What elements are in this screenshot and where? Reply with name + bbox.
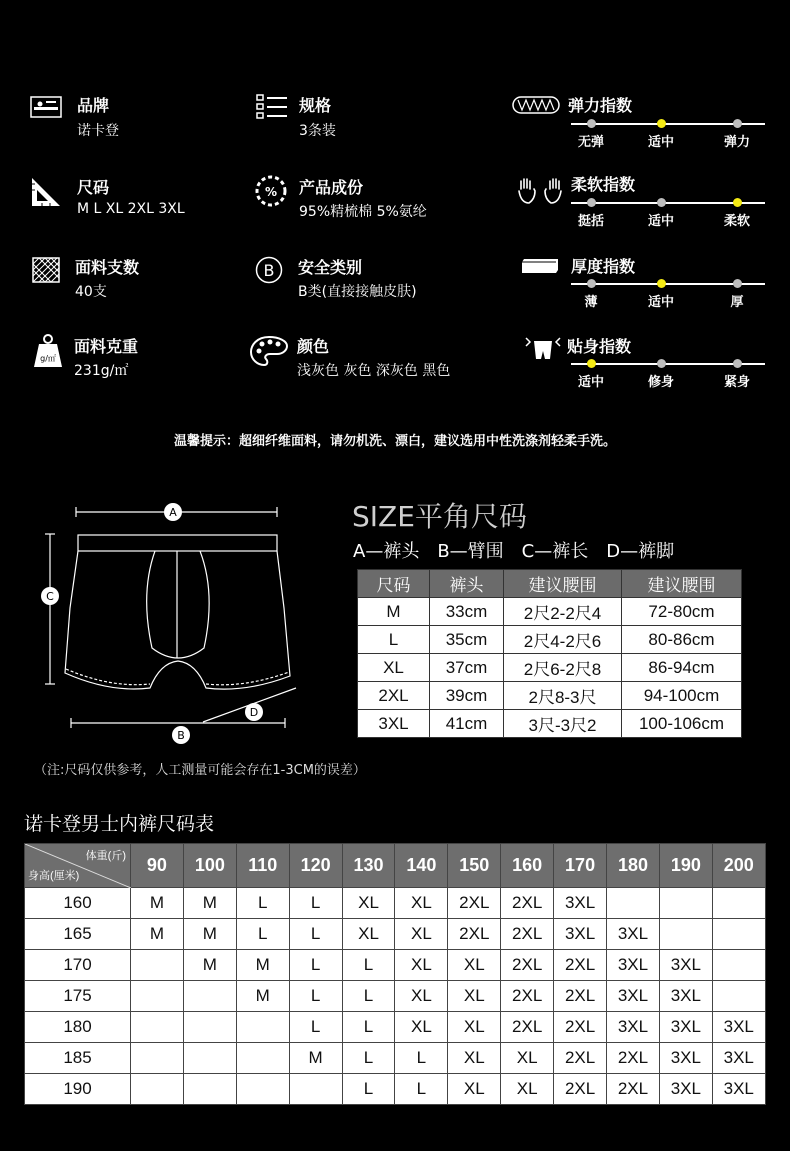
index-dot <box>587 198 596 207</box>
chart-size-cell <box>183 1012 236 1043</box>
size-table <box>357 569 742 738</box>
chart-weight-header: 120 <box>289 844 342 888</box>
chart-row <box>25 1043 766 1074</box>
chart-size-cell: L <box>289 950 342 981</box>
chart-height-cell: 160 <box>25 888 131 919</box>
size-cell: 3尺-3尺2 <box>504 710 622 738</box>
chart-row <box>25 1074 766 1105</box>
chart-size-cell <box>289 1074 342 1105</box>
fabric-swatch-icon <box>32 257 60 283</box>
chart-size-cell <box>131 1012 184 1043</box>
chart-weight-header: 190 <box>659 844 712 888</box>
color-value: 浅灰色 灰色 深灰色 黑色 <box>297 363 451 379</box>
index-label: 挺括 <box>577 214 605 229</box>
chart-size-cell: XL <box>342 888 395 919</box>
chart-size-cell: L <box>342 1074 395 1105</box>
chart-size-cell: M <box>183 919 236 950</box>
weight-title: 面料克重 <box>74 337 139 356</box>
chart-size-cell <box>131 1074 184 1105</box>
chart-size-cell <box>712 950 765 981</box>
underwear-diagram <box>40 498 310 748</box>
chart-size-cell: 2XL <box>448 919 501 950</box>
chart-size-cell: 2XL <box>554 1043 607 1074</box>
chart-size-cell: 3XL <box>607 950 660 981</box>
chart-weight-header: 130 <box>342 844 395 888</box>
chart-corner <box>25 844 131 888</box>
size-cell: 2尺8-3尺 <box>504 682 622 710</box>
index-title-0: 弹力指数 <box>568 96 633 115</box>
index-dot <box>587 359 596 368</box>
chart-weight-header: 170 <box>554 844 607 888</box>
chart-size-cell <box>659 888 712 919</box>
size-row <box>358 626 742 654</box>
chart-weight-header: 200 <box>712 844 765 888</box>
svg-text:B: B <box>263 261 275 280</box>
index-dot <box>587 119 596 128</box>
size-cell: 72-80cm <box>622 598 742 626</box>
chart-weight-header: 100 <box>183 844 236 888</box>
chart-height-cell: 190 <box>25 1074 131 1105</box>
percent-badge-icon <box>254 174 288 208</box>
index-label: 适中 <box>647 214 675 229</box>
chart-size-cell: M <box>183 950 236 981</box>
chart-size-cell: XL <box>448 981 501 1012</box>
index-dot <box>733 119 742 128</box>
chart-size-cell <box>131 950 184 981</box>
index-label: 薄 <box>584 295 598 310</box>
size-cell: 3XL <box>358 710 430 738</box>
chart-size-cell: 3XL <box>659 981 712 1012</box>
size-cell: XL <box>358 654 430 682</box>
weight-value: 231g/㎡ <box>74 363 129 379</box>
index-title-1: 柔软指数 <box>571 175 636 194</box>
size-cell: 2尺2-2尺4 <box>504 598 622 626</box>
chart-size-cell: 3XL <box>554 888 607 919</box>
chart-size-cell: 3XL <box>554 919 607 950</box>
size-cell: 2尺6-2尺8 <box>504 654 622 682</box>
chart-row <box>25 888 766 919</box>
list-icon <box>256 94 290 120</box>
chart-size-cell <box>712 919 765 950</box>
label-b: B <box>177 729 185 742</box>
size-cell: 80-86cm <box>622 626 742 654</box>
size-row <box>358 682 742 710</box>
chart-size-cell: XL <box>395 1012 448 1043</box>
safety-b-icon <box>255 256 283 284</box>
body-fit-icon <box>524 337 562 361</box>
chart-size-cell: L <box>342 950 395 981</box>
chart-row <box>25 950 766 981</box>
chart-size-cell: 3XL <box>659 950 712 981</box>
size-cell: 100-106cm <box>622 710 742 738</box>
size-header: 尺码 <box>358 570 430 598</box>
chart-size-cell <box>131 981 184 1012</box>
size-chart-table <box>24 843 766 1105</box>
chart-size-cell: XL <box>501 1043 554 1074</box>
size-cell: M <box>358 598 430 626</box>
chart-size-cell: L <box>342 1012 395 1043</box>
chart-size-cell: XL <box>395 950 448 981</box>
index-dot <box>657 279 666 288</box>
size-row <box>358 710 742 738</box>
index-dot <box>733 279 742 288</box>
brand-value: 诺卡登 <box>77 123 119 139</box>
chart-size-cell: XL <box>342 919 395 950</box>
chart-size-cell: L <box>236 919 289 950</box>
size-cell: 37cm <box>430 654 504 682</box>
chart-height-cell: 170 <box>25 950 131 981</box>
chart-size-cell <box>183 1074 236 1105</box>
svg-text:%: % <box>264 185 278 199</box>
chart-size-cell: 3XL <box>712 1074 765 1105</box>
size-note: （注:尺码仅供参考，人工测量可能会存在1-3CM的误差） <box>34 763 366 778</box>
chart-size-cell: M <box>236 981 289 1012</box>
chart-weight-header: 110 <box>236 844 289 888</box>
size-title: 尺码 <box>77 178 110 197</box>
index-scale-0 <box>571 123 765 150</box>
chart-size-cell: L <box>289 919 342 950</box>
size-cell: 39cm <box>430 682 504 710</box>
chart-size-cell: XL <box>395 981 448 1012</box>
index-scale-3 <box>571 363 765 390</box>
chart-weight-header: 150 <box>448 844 501 888</box>
chart-size-cell <box>131 1043 184 1074</box>
index-title-3: 贴身指数 <box>567 337 632 356</box>
index-label: 柔软 <box>723 214 751 229</box>
corner-height-label: 身高(厘米) <box>28 870 80 882</box>
size-cell: 94-100cm <box>622 682 742 710</box>
chart-size-cell: 2XL <box>501 981 554 1012</box>
chart-height-cell: 175 <box>25 981 131 1012</box>
brand-title: 品牌 <box>77 96 110 115</box>
chart-title: 诺卡登男士内裤尺码表 <box>24 813 215 835</box>
chart-size-cell: M <box>289 1043 342 1074</box>
safety-title: 安全类别 <box>298 258 363 277</box>
chart-size-cell: L <box>342 981 395 1012</box>
chart-size-cell: XL <box>448 1012 501 1043</box>
hands-icon <box>517 177 563 205</box>
index-label: 适中 <box>647 135 675 150</box>
chart-size-cell: L <box>342 1043 395 1074</box>
chart-size-cell: 3XL <box>659 1074 712 1105</box>
chart-size-cell: 3XL <box>712 1043 765 1074</box>
chart-size-cell: M <box>183 888 236 919</box>
chart-size-cell: XL <box>395 888 448 919</box>
label-a: A <box>169 506 177 519</box>
svg-text:g/㎡: g/㎡ <box>40 354 56 363</box>
size-cell: L <box>358 626 430 654</box>
chart-height-cell: 185 <box>25 1043 131 1074</box>
index-dot <box>733 198 742 207</box>
index-label: 适中 <box>577 375 605 390</box>
palette-icon <box>249 335 289 367</box>
chart-size-cell: 3XL <box>712 1012 765 1043</box>
chart-size-cell: 2XL <box>501 888 554 919</box>
chart-size-cell: 2XL <box>501 919 554 950</box>
size-row <box>358 654 742 682</box>
chart-row <box>25 1012 766 1043</box>
size-cell: 35cm <box>430 626 504 654</box>
chart-size-cell <box>712 981 765 1012</box>
index-label: 修身 <box>647 375 675 390</box>
chart-size-cell: 3XL <box>607 919 660 950</box>
care-tip: 温馨提示：超细纤维面料，请勿机洗、漂白，建议选用中性洗涤剂轻柔手洗。 <box>173 434 616 449</box>
index-dot <box>733 359 742 368</box>
chart-size-cell: M <box>131 919 184 950</box>
chart-size-cell: 2XL <box>554 1012 607 1043</box>
spec-title: 规格 <box>299 96 332 115</box>
size-cell: 41cm <box>430 710 504 738</box>
size-header: 建议腰围 <box>622 570 742 598</box>
chart-size-cell: 3XL <box>659 1012 712 1043</box>
index-dot <box>587 279 596 288</box>
thickness-slab-icon <box>520 258 560 274</box>
chart-size-cell: 3XL <box>607 981 660 1012</box>
chart-size-cell <box>607 888 660 919</box>
index-label: 适中 <box>647 295 675 310</box>
size-value: M L XL 2XL 3XL <box>77 201 185 217</box>
chart-size-cell: XL <box>448 1043 501 1074</box>
index-label: 弹力 <box>723 135 751 150</box>
index-label: 紧身 <box>723 375 751 390</box>
chart-size-cell: M <box>131 888 184 919</box>
chart-size-cell: 2XL <box>554 1074 607 1105</box>
size-cell: 33cm <box>430 598 504 626</box>
composition-title: 产品成份 <box>299 178 364 197</box>
chart-size-cell: 2XL <box>607 1074 660 1105</box>
chart-size-cell <box>236 1012 289 1043</box>
index-dot <box>657 198 666 207</box>
index-label: 无弹 <box>577 135 605 150</box>
index-dot <box>657 359 666 368</box>
index-scale-1 <box>571 202 765 229</box>
chart-height-cell: 165 <box>25 919 131 950</box>
size-header: 建议腰围 <box>504 570 622 598</box>
size-row <box>358 598 742 626</box>
index-label: 厚 <box>730 295 744 310</box>
chart-size-cell: M <box>236 950 289 981</box>
safety-value: B类(直接接触皮肤) <box>298 284 417 300</box>
spec-value: 3条装 <box>299 123 336 139</box>
chart-size-cell: XL <box>448 1074 501 1105</box>
label-d: D <box>249 706 259 719</box>
size-cell: 86-94cm <box>622 654 742 682</box>
chart-size-cell: 3XL <box>659 1043 712 1074</box>
chart-row <box>25 981 766 1012</box>
chart-size-cell <box>183 981 236 1012</box>
chart-size-cell: XL <box>448 950 501 981</box>
chart-size-cell: L <box>289 888 342 919</box>
chart-size-cell: XL <box>501 1074 554 1105</box>
size-cell: 2尺4-2尺6 <box>504 626 622 654</box>
id-card-icon <box>30 96 62 118</box>
ruler-triangle-icon <box>30 176 62 208</box>
chart-size-cell: L <box>289 1012 342 1043</box>
chart-size-cell: XL <box>395 919 448 950</box>
size-cell: 2XL <box>358 682 430 710</box>
chart-weight-header: 90 <box>131 844 184 888</box>
chart-size-cell: L <box>395 1074 448 1105</box>
chart-size-cell: 3XL <box>607 1012 660 1043</box>
chart-weight-header: 180 <box>607 844 660 888</box>
chart-size-cell <box>659 919 712 950</box>
color-title: 颜色 <box>297 337 330 356</box>
chart-weight-header: 140 <box>395 844 448 888</box>
chart-size-cell: L <box>289 981 342 1012</box>
corner-weight-label: 体重(斤) <box>85 850 126 862</box>
chart-height-cell: 180 <box>25 1012 131 1043</box>
chart-size-cell: L <box>395 1043 448 1074</box>
chart-size-cell: 2XL <box>554 950 607 981</box>
chart-size-cell: 2XL <box>501 1012 554 1043</box>
index-title-2: 厚度指数 <box>571 257 636 276</box>
chart-size-cell: L <box>236 888 289 919</box>
chart-size-cell: 2XL <box>448 888 501 919</box>
composition-value: 95%精梳棉 5%氨纶 <box>299 204 427 220</box>
weight-icon <box>33 334 63 368</box>
chart-size-cell <box>183 1043 236 1074</box>
chart-size-cell <box>236 1074 289 1105</box>
size-header: 裤头 <box>430 570 504 598</box>
chart-size-cell <box>236 1043 289 1074</box>
index-dot <box>657 119 666 128</box>
elastic-band-icon <box>512 96 560 114</box>
size-legend: A—裤头 B—臂围 C—裤长 D—裤脚 <box>353 541 675 562</box>
chart-weight-header: 160 <box>501 844 554 888</box>
chart-row <box>25 919 766 950</box>
chart-size-cell: 2XL <box>554 981 607 1012</box>
yarn-title: 面料支数 <box>75 258 140 277</box>
size-section-title: SIZE平角尺码 <box>352 500 527 533</box>
chart-size-cell: 2XL <box>607 1043 660 1074</box>
chart-size-cell <box>712 888 765 919</box>
label-c: C <box>46 590 54 603</box>
index-scale-2 <box>571 283 765 310</box>
yarn-value: 40支 <box>75 284 107 300</box>
chart-size-cell: 2XL <box>501 950 554 981</box>
